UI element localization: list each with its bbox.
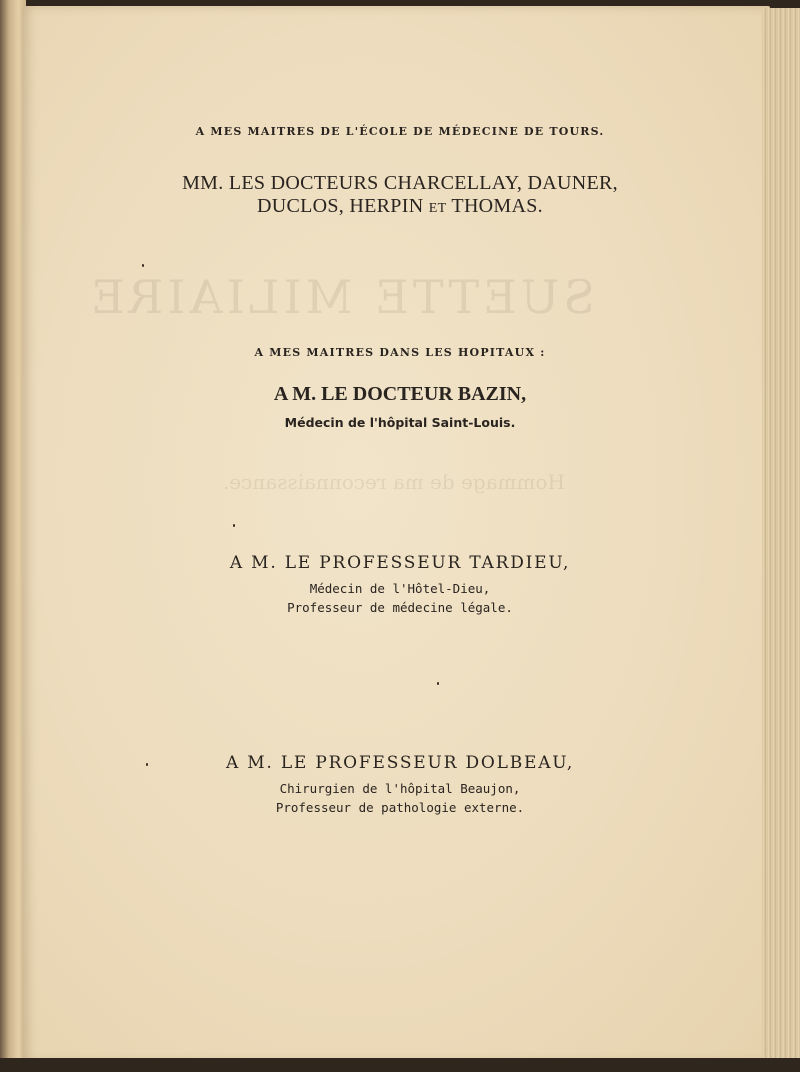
tardieu-name: A M. LE PROFESSEUR TARDIEU,: [229, 553, 571, 573]
docteurs-line-2: [0, 195, 800, 218]
paper-speck: [437, 682, 439, 685]
page-paper: [22, 6, 770, 1062]
docteurs-line-2-names: DUCLOS, HERPIN: [257, 195, 424, 217]
paper-speck: [146, 763, 148, 766]
paper-speck: [142, 264, 144, 267]
paper-speck: [233, 524, 235, 527]
bazin-title: Médecin de l'hôpital Saint-Louis.: [284, 415, 516, 430]
bazin-name: A M. LE DOCTEUR BAZIN,: [273, 383, 527, 405]
tardieu-title-1: Médecin de l'Hôtel-Dieu,: [309, 581, 491, 596]
dolbeau-name: A M. LE PROFESSEUR DOLBEAU,: [225, 753, 575, 773]
page-stack-edge: [762, 8, 800, 1064]
tardieu-title-2: Professeur de médecine légale.: [287, 600, 513, 615]
ecole-heading: A MES MAITRES DE L'ÉCOLE DE MÉDECINE DE TOURS.: [195, 125, 605, 138]
docteurs-line-2-last: THOMAS.: [451, 195, 543, 217]
docteurs-line-2-et: ET: [428, 201, 447, 216]
dolbeau-title-2: Professeur de pathologie externe.: [275, 800, 525, 815]
docteurs-line-1: MM. LES DOCTEURS CHARCELLAY, DAUNER,: [182, 172, 618, 194]
hopitaux-heading: A MES MAITRES DANS LES HOPITAUX :: [254, 346, 546, 359]
dolbeau-title-1: Chirurgien de l'hôpital Beaujon,: [279, 781, 521, 796]
book-bottom-edge: [0, 1058, 800, 1072]
